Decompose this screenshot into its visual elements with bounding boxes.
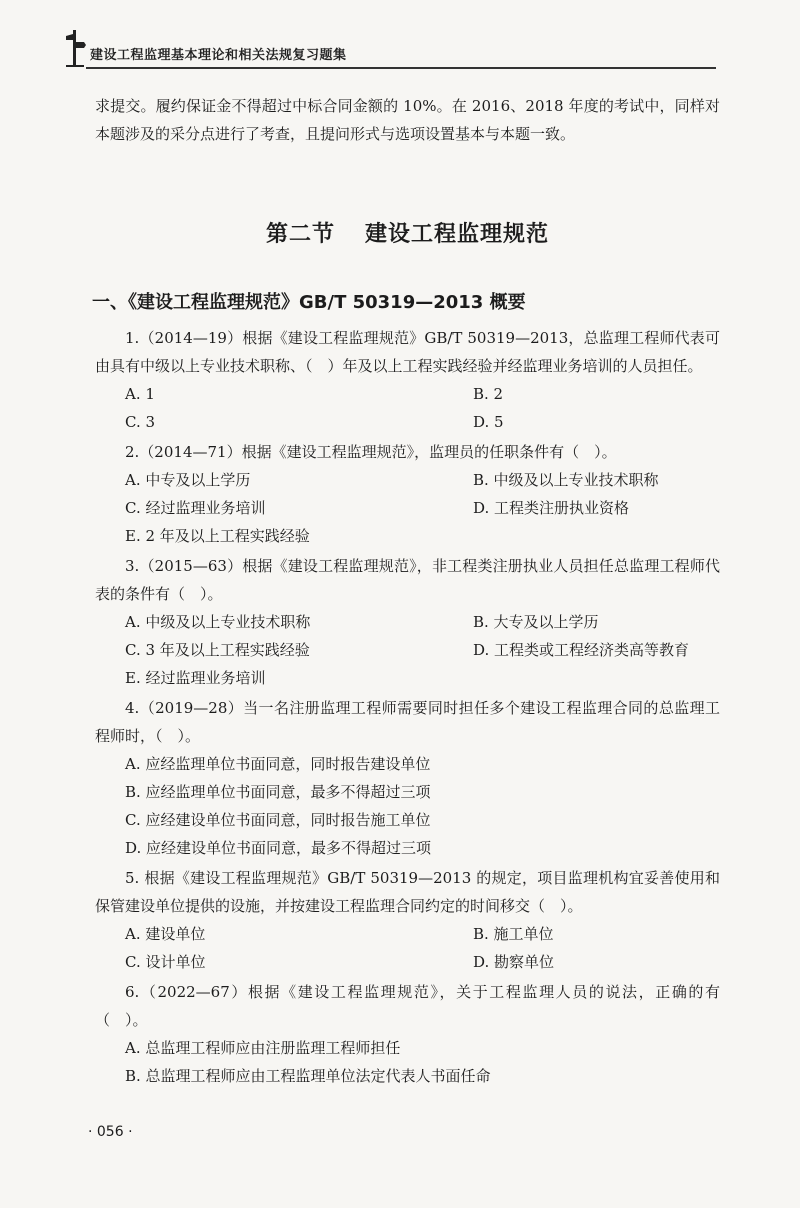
- option-list: [95, 750, 720, 862]
- option-d: D. 5: [473, 413, 504, 431]
- option-c: C. 3 年及以上工程实践经验: [125, 641, 310, 659]
- header-divider: [86, 67, 716, 69]
- option-a: A. 中专及以上学历: [125, 471, 251, 489]
- section-number: 第二节: [265, 222, 335, 247]
- question-5: [95, 864, 720, 976]
- question-4: [95, 694, 720, 862]
- option-list: [95, 466, 720, 522]
- option-list: [95, 380, 720, 436]
- option-list-extra: [95, 664, 720, 692]
- option-c: C. 应经建设单位书面同意，同时报告施工单位: [125, 811, 431, 829]
- option-b: B. 应经监理单位书面同意，最多不得超过三项: [125, 783, 431, 801]
- option-b: B. 2: [473, 385, 504, 403]
- option-d: D. 应经建设单位书面同意，最多不得超过三项: [125, 839, 432, 857]
- question-3: [95, 552, 720, 692]
- option-d: D. 工程类注册执业资格: [473, 499, 630, 517]
- option-e: E. 2 年及以上工程实践经验: [125, 527, 310, 545]
- option-b: B. 中级及以上专业技术职称: [473, 471, 659, 489]
- question-stem: 4.（2019—28）当一名注册监理工程师需要同时担任多个建设工程监理合同的总监理工程师时，（ ）。: [95, 699, 720, 745]
- option-b: B. 大专及以上学历: [473, 613, 599, 631]
- question-2: [95, 438, 720, 550]
- intro-paragraph: 求提交。履约保证金不得超过中标合同金额的 10%。在 2016、2018 年度的考试中，同样对本题涉及的采分点进行了考查，且提问形式与选项设置基本与本题一致。: [95, 97, 720, 143]
- option-a: A. 应经监理单位书面同意，同时报告建设单位: [125, 755, 431, 773]
- option-c: C. 经过监理业务培训: [125, 499, 266, 517]
- question-stem: 2.（2014—71）根据《建设工程监理规范》，监理员的任职条件有（ ）。: [125, 443, 617, 461]
- subsection-heading: 一、《建设工程监理规范》GB/T 50319—2013 概要: [92, 292, 526, 313]
- running-header-title: 建设工程监理基本理论和相关法规复习题集: [90, 48, 347, 63]
- option-a: A. 中级及以上专业技术职称: [125, 613, 311, 631]
- option-list-extra: [95, 522, 720, 550]
- option-list: [95, 608, 720, 664]
- question-stem: 5. 根据《建设工程监理规范》GB/T 50319—2013 的规定，项目监理机构宜妥善使用和保管建设单位提供的设施，并按建设工程监理合同约定的时间移交（ ）。: [95, 869, 720, 915]
- option-c: C. 设计单位: [125, 953, 206, 971]
- question-stem: 3.（2015—63）根据《建设工程监理规范》，非工程类注册执业人员担任总监理工程师代表的条件有（ ）。: [95, 557, 720, 603]
- option-b: B. 施工单位: [473, 925, 554, 943]
- section-name: 建设工程监理规范: [365, 222, 550, 247]
- question-6: [95, 978, 720, 1090]
- option-a: A. 总监理工程师应由注册监理工程师担任: [125, 1039, 401, 1057]
- option-list: [95, 1034, 720, 1090]
- option-b: B. 总监理工程师应由工程监理单位法定代表人书面任命: [125, 1067, 491, 1085]
- page-header: [60, 28, 720, 72]
- option-a: A. 1: [125, 385, 155, 403]
- page-number: · 056 ·: [88, 1124, 133, 1140]
- option-c: C. 3: [125, 413, 156, 431]
- page-content: [92, 92, 720, 1090]
- option-d: D. 勘察单位: [473, 953, 555, 971]
- option-list: [95, 920, 720, 976]
- question-1: [95, 324, 720, 436]
- question-stem: 1.（2014—19）根据《建设工程监理规范》GB/T 50319—2013，总监理工程师代表可由具有中级以上专业技术职称、（ ）年及以上工程实践经验并经监理业务培训的人员担任。: [95, 329, 720, 375]
- signpost-icon: [62, 28, 88, 68]
- section-title: [95, 220, 720, 250]
- option-e: E. 经过监理业务培训: [125, 669, 266, 687]
- option-a: A. 建设单位: [125, 925, 206, 943]
- question-stem: 6.（2022—67）根据《建设工程监理规范》，关于工程监理人员的说法，正确的有（ ）。: [95, 983, 720, 1029]
- option-d: D. 工程类或工程经济类高等教育: [473, 641, 690, 659]
